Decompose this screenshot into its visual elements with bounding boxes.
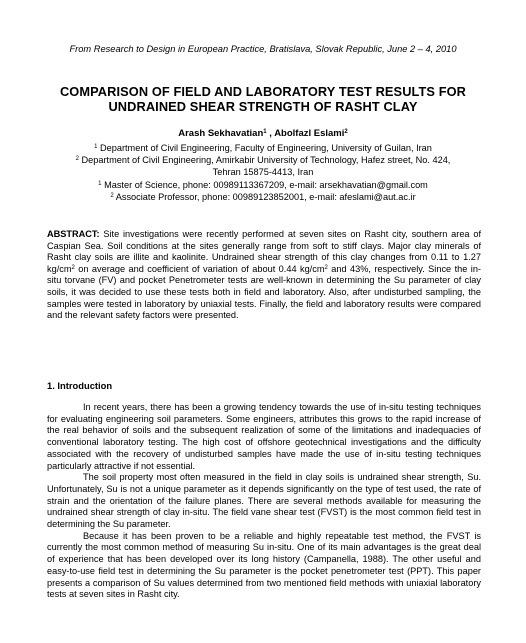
body-text [47,402,481,601]
paragraph: The soil property most often measured in the field in clay soils is undrained shear strength, Su. Unfortunately, Su is not a unique parameter as it depends significantly on the type of test used, the rate of strain and the orientation of the failure planes. There are several methods available for measuring the undrained shear strength of clay in-situ. The field vane shear test (FVST) is the most common field test in determining the Su parameter. [47,472,481,530]
author-list [0,128,526,139]
paragraph: In recent years, there has been a growing tendency towards the use of in-situ testing techniques for evaluating engineering soil parameters. Some engineers, attributes this grows to the rapid increase of the real behavior of soils and the subsequent realization of some of the limitations and inadequacies of conventional laboratory testing. The high cost of offshore geotechnical investigations and the difficulty associated with the recovery of undisturbed samples have made the use of in-situ testing techniques particularly attractive if not essential. [47,402,481,471]
affiliation-text: Master of Science, phone: 00989113367209, e-mail: arsekhavatian@gmail.com [101,179,428,190]
affiliation-marker: 1 [94,144,98,150]
author-2-marker: 2 [344,129,348,135]
affiliation-marker: 1 [98,180,102,187]
title-line-2: UNDRAINED SHEAR STRENGTH OF RASHT CLAY [108,99,418,114]
affiliation-line [36,179,490,191]
affiliation-line [36,154,490,166]
affiliation-marker: 2 [75,156,79,163]
abstract-text: and 43%, respectively. Since the in-situ torvane (FV) and pocket Penetrometer tests are well-known in determining the Su parameter of clay soils, it was decided to use these tests both in field and laboratory. Also, after undisturbed sampling, the samples were tested in laboratory by uniaxial tests. Finally, the field and laboratory results were compared and the relevant safety factors were presented. [47,263,481,321]
affiliation-text: Department of Civil Engineering, Amirkabir University of Technology, Hafez street, No. 424, [78,155,451,166]
title-line-1: COMPARISON OF FIELD AND LABORATORY TEST RESULTS FOR [59,84,467,99]
affiliation-line [36,142,490,154]
paragraph: Because it has been proven to be a reliable and highly repeatable test method, the FVST is currently the most common method of measuring Su in-situ. One of its main advantages is the great deal of experience that has been developed over its long history (Campanella, 1988). The other useful and easy-to-use field test in determining the Su parameter is the pocket penetrometer test (PPT). This paper presents a comparison of Su values determined from two mentioned field methods with uniaxial laboratory tests at seven sites in Rasht city. [47,530,481,600]
abstract-text: Site investigations were recently performed at seven sites on Rasht city, southern area of Caspian Sea. Soil conditions at the sites generally range from soft to stiff clays. Major clay minerals of Rasht clay soils are illite and kaolinite. Undrained shear strength of this clay changes from 0.11 to 1.27 kg/cm [47,229,481,274]
author-2: Abolfazl Eslami [274,128,345,139]
abstract-label: ABSTRACT: [47,229,100,239]
unit-exponent: 2 [324,264,328,271]
affiliation-line [36,166,490,178]
author-separator: , [266,128,275,139]
section-heading: 1. Introduction [47,380,113,391]
affiliation-text: Department of Civil Engineering, Faculty of Engineering, University of Guilan, Iran [97,143,432,153]
affiliations [36,142,490,203]
author-1-marker: 1 [263,129,267,135]
author-1: Arash Sekhavatian [178,128,264,139]
abstract [47,229,481,322]
unit-exponent: 2 [71,264,75,271]
affiliation-text: Tehran 15875-4413, Iran [212,167,314,178]
affiliation-text: Associate Professor, phone: 00989123852001, e-mail: afeslami@aut.ac.ir [113,191,416,202]
affiliation-line [36,191,490,203]
affiliation-marker: 2 [110,192,114,199]
paper-title [30,84,496,114]
conference-header: From Research to Design in European Practice, Bratislava, Slovak Republic, June 2 – 4, 2010 [69,44,457,54]
abstract-text: on average and coefficient of variation of about 0.44 kg/cm [74,263,325,274]
